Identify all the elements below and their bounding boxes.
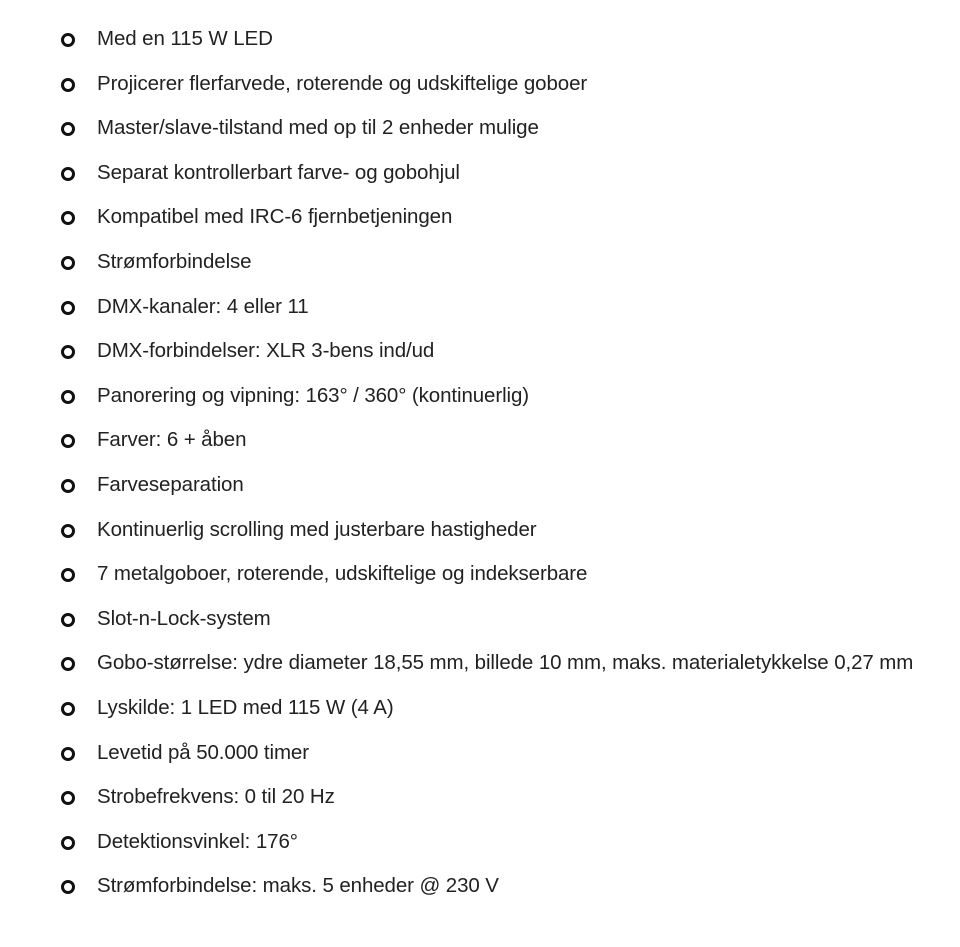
list-item-text: Strømforbindelse	[97, 249, 252, 273]
circle-bullet-icon	[61, 167, 75, 181]
circle-bullet-icon	[61, 390, 75, 404]
list-item	[0, 200, 960, 234]
list-item-text: Panorering og vipning: 163° / 360° (kontinuerlig)	[97, 383, 530, 407]
circle-bullet-icon	[61, 568, 75, 582]
list-item	[0, 646, 960, 680]
list-item	[0, 780, 960, 814]
list-item	[0, 379, 960, 413]
list-item-text: Kontinuerlig scrolling med justerbare hastigheder	[97, 517, 537, 541]
list-item-text: Lyskilde: 1 LED med 115 W (4 A)	[97, 695, 394, 719]
list-item-text: Levetid på 50.000 timer	[97, 740, 309, 764]
list-item	[0, 156, 960, 190]
list-item-text: Med en 115 W LED	[97, 27, 273, 50]
circle-bullet-icon	[61, 33, 75, 47]
circle-bullet-icon	[61, 345, 75, 359]
list-item	[0, 245, 960, 279]
list-item	[0, 334, 960, 368]
circle-bullet-icon	[61, 524, 75, 538]
circle-bullet-icon	[61, 211, 75, 225]
list-item-text: Kompatibel med IRC-6 fjernbetjeningen	[97, 205, 453, 229]
list-item	[0, 423, 960, 457]
circle-bullet-icon	[61, 256, 75, 270]
circle-bullet-icon	[61, 301, 75, 315]
list-item	[0, 557, 960, 591]
list-item-text: Strobefrekvens: 0 til 20 Hz	[97, 785, 335, 809]
list-item	[0, 290, 960, 324]
circle-bullet-icon	[61, 880, 75, 894]
circle-bullet-icon	[61, 613, 75, 627]
list-item	[0, 736, 960, 770]
list-item-text: Gobo-størrelse: ydre diameter 18,55 mm, billede 10 mm, maks. materialetykkelse 0,27 mm	[97, 651, 914, 675]
list-item	[0, 22, 960, 56]
list-item	[0, 825, 960, 859]
list-item-text: Strømforbindelse: maks. 5 enheder @ 230 V	[97, 874, 499, 898]
list-item	[0, 869, 960, 903]
list-item	[0, 67, 960, 101]
circle-bullet-icon	[61, 78, 75, 92]
circle-bullet-icon	[61, 479, 75, 493]
list-item-text: Farver: 6 + åben	[97, 428, 247, 452]
list-item-text: 7 metalgoboer, roterende, udskiftelige og indekserbare	[97, 562, 588, 586]
list-item	[0, 513, 960, 547]
list-item	[0, 111, 960, 145]
list-item-text: Slot-n-Lock-system	[97, 606, 271, 630]
circle-bullet-icon	[61, 434, 75, 448]
circle-bullet-icon	[61, 702, 75, 716]
circle-bullet-icon	[61, 791, 75, 805]
list-item-text: Projicerer flerfarvede, roterende og udskiftelige goboer	[97, 71, 588, 95]
list-item-text: Master/slave-tilstand med op til 2 enheder mulige	[97, 116, 539, 140]
list-item-text: Detektionsvinkel: 176°	[97, 829, 298, 853]
list-item	[0, 691, 960, 725]
circle-bullet-icon	[61, 747, 75, 761]
feature-list	[0, 22, 960, 914]
list-item-text: DMX-kanaler: 4 eller 11	[97, 294, 309, 318]
circle-bullet-icon	[61, 836, 75, 850]
list-item-text: Separat kontrollerbart farve- og gobohjul	[97, 160, 460, 184]
list-item-text: Farveseparation	[97, 472, 244, 496]
circle-bullet-icon	[61, 657, 75, 671]
list-item	[0, 468, 960, 502]
circle-bullet-icon	[61, 122, 75, 136]
list-item	[0, 602, 960, 636]
list-item-text: DMX-forbindelser: XLR 3-bens ind/ud	[97, 339, 435, 363]
